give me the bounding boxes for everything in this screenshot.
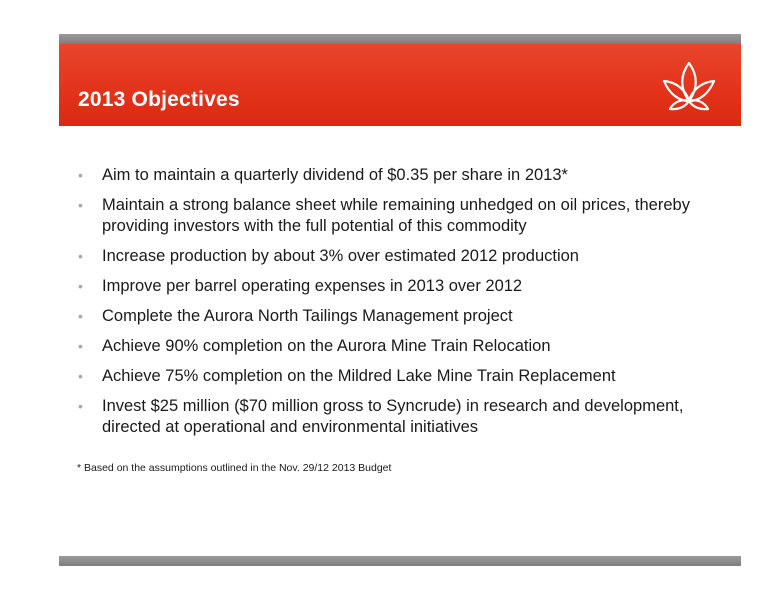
list-item-text: Invest $25 million ($70 million gross to Syncrude) in research and development, directed at operational and environmental initiatives	[102, 397, 684, 436]
list-item	[78, 165, 718, 186]
bullet-icon: •	[78, 368, 83, 384]
list-item-text: Improve per barrel operating expenses in 2013 over 2012	[102, 277, 523, 295]
objectives-list	[78, 165, 718, 447]
list-item-text: Increase production by about 3% over estimated 2012 production	[102, 247, 579, 265]
list-item	[78, 246, 718, 267]
list-item	[78, 366, 718, 387]
list-item	[78, 306, 718, 327]
leaf-flower-logo-icon	[661, 59, 717, 113]
top-divider-bar	[59, 34, 741, 44]
bullet-icon: •	[78, 167, 83, 183]
bottom-divider-bar	[59, 556, 741, 566]
slide-title: 2013 Objectives	[78, 88, 240, 111]
bullet-icon: •	[78, 278, 83, 294]
list-item-text: Achieve 75% completion on the Mildred Lake Mine Train Replacement	[102, 367, 616, 385]
bullet-icon: •	[78, 398, 83, 414]
bullet-icon: •	[78, 308, 83, 324]
bullet-icon: •	[78, 338, 83, 354]
footnote: * Based on the assumptions outlined in the Nov. 29/12 2013 Budget	[77, 462, 392, 474]
list-item-text: Achieve 90% completion on the Aurora Mine Train Relocation	[102, 337, 551, 355]
list-item	[78, 195, 718, 237]
list-item	[78, 276, 718, 297]
header-band	[59, 44, 741, 126]
list-item	[78, 396, 718, 438]
bullet-icon: •	[78, 197, 83, 213]
list-item	[78, 336, 718, 357]
list-item-text: Maintain a strong balance sheet while remaining unhedged on oil prices, thereby providing investors with the full potential of this commodity	[102, 196, 690, 235]
bullet-icon: •	[78, 248, 83, 264]
list-item-text: Aim to maintain a quarterly dividend of $0.35 per share in 2013*	[102, 166, 568, 184]
list-item-text: Complete the Aurora North Tailings Management project	[102, 307, 513, 325]
